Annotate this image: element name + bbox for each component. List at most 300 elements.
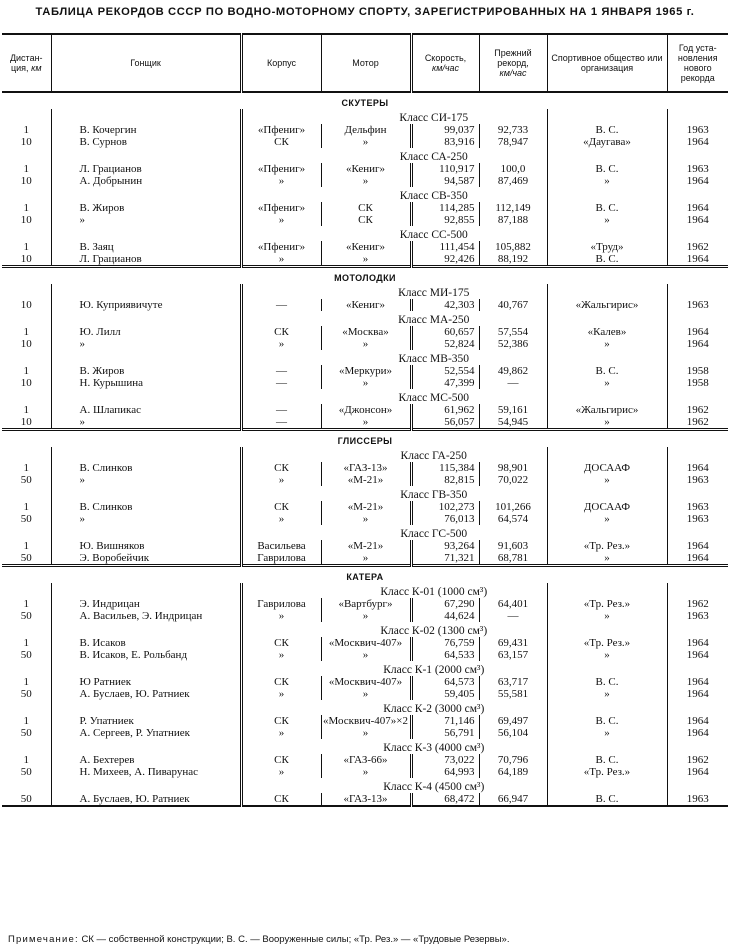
cell-racer: » [51, 214, 241, 226]
record-row [2, 754, 728, 766]
cell-hull: «Пфениг» [241, 124, 321, 136]
record-row [2, 124, 728, 136]
cell-org: В. С. [547, 124, 667, 136]
cell-racer: А. Буслаев, Ю. Ратниек [51, 793, 241, 806]
record-row [2, 610, 728, 622]
cell-racer: А. Бехтерев [51, 754, 241, 766]
cell-speed: 61,962 [411, 404, 479, 416]
cell-racer: » [51, 474, 241, 486]
cell-org: » [547, 214, 667, 226]
cell-org: В. С. [547, 676, 667, 688]
class-title: Класс К-02 (1300 см³) [380, 625, 488, 637]
cell-org: В. С. [547, 365, 667, 377]
cell-hull: » [241, 610, 321, 622]
cell-year: 1964 [667, 136, 728, 148]
cell-prev: 52,386 [479, 338, 547, 350]
cell-dist: 10 [20, 214, 32, 226]
cell-org: В. С. [547, 715, 667, 727]
cell-org: «Труд» [547, 241, 667, 253]
cell-org: «Тр. Рез.» [547, 766, 667, 778]
cell-dist: 1 [23, 404, 29, 416]
header-hull: Корпус [241, 34, 321, 92]
class-header [2, 389, 728, 404]
cell-year: 1964 [667, 326, 728, 338]
class-header [2, 350, 728, 365]
cell-dist: 50 [20, 474, 32, 486]
cell-prev: 63,157 [479, 649, 547, 661]
cell-racer: В. Сурнов [51, 136, 241, 148]
class-title: Класс К-4 (4500 см³) [383, 781, 485, 793]
cell-hull: » [241, 688, 321, 700]
cell-prev: 98,901 [479, 462, 547, 474]
cell-dist: 10 [20, 338, 32, 350]
cell-motor: » [321, 416, 411, 430]
record-row [2, 715, 728, 727]
cell-speed: 110,917 [411, 163, 479, 175]
cell-motor: «М-21» [321, 501, 411, 513]
cell-year: 1963 [667, 124, 728, 136]
cell-motor: » [321, 513, 411, 525]
cell-racer: Ю Ратниек [51, 676, 241, 688]
cell-speed: 47,399 [411, 377, 479, 389]
cell-racer: В. Жиров [51, 202, 241, 214]
class-header [2, 778, 728, 793]
cell-year: 1963 [667, 163, 728, 175]
cell-year: 1962 [667, 241, 728, 253]
cell-racer: А. Сергеев, Р. Упатниек [51, 727, 241, 739]
cell-racer: Р. Упатниек [51, 715, 241, 727]
class-title: Класс СВ-350 [399, 190, 468, 202]
cell-speed: 93,264 [411, 540, 479, 552]
cell-hull: — [241, 404, 321, 416]
class-header [2, 284, 728, 299]
records-table [2, 33, 728, 807]
cell-prev: 69,431 [479, 637, 547, 649]
cell-hull: СК [241, 326, 321, 338]
record-row [2, 163, 728, 175]
cell-motor: » [321, 727, 411, 739]
cell-dist: 1 [23, 715, 29, 727]
cell-dist: 1 [23, 202, 29, 214]
cell-org: » [547, 610, 667, 622]
cell-speed: 64,533 [411, 649, 479, 661]
cell-motor: » [321, 253, 411, 267]
cell-prev: 112,149 [479, 202, 547, 214]
cell-org: ДОСААФ [547, 501, 667, 513]
cell-prev: 69,497 [479, 715, 547, 727]
cell-racer: » [51, 416, 241, 430]
header-year: Год уста-новления нового рекорда [667, 34, 728, 92]
cell-prev: — [479, 377, 547, 389]
header-row [2, 34, 728, 92]
class-title: Класс К-1 (2000 см³) [383, 664, 485, 676]
class-header [2, 311, 728, 326]
cell-dist: 50 [20, 766, 32, 778]
cell-org: «Тр. Рез.» [547, 637, 667, 649]
class-title: Класс СИ-175 [399, 112, 469, 124]
record-row [2, 241, 728, 253]
cell-hull: «Пфениг» [241, 163, 321, 175]
cell-prev: 88,192 [479, 253, 547, 267]
cell-hull: » [241, 649, 321, 661]
cell-motor: СК [321, 202, 411, 214]
cell-org: «Даугава» [547, 136, 667, 148]
cell-prev: 101,266 [479, 501, 547, 513]
section-title: ГЛИССЕРЫ [337, 436, 393, 446]
cell-hull: СК [241, 793, 321, 806]
cell-prev: 70,022 [479, 474, 547, 486]
cell-org: » [547, 552, 667, 566]
cell-hull: » [241, 766, 321, 778]
cell-prev: 49,862 [479, 365, 547, 377]
record-row [2, 299, 728, 311]
class-title: Класс ГА-250 [400, 450, 467, 462]
cell-dist: 1 [23, 124, 29, 136]
cell-racer: » [51, 513, 241, 525]
class-header [2, 583, 728, 598]
cell-speed: 114,285 [411, 202, 479, 214]
cell-year: 1964 [667, 202, 728, 214]
record-row [2, 598, 728, 610]
cell-org: » [547, 474, 667, 486]
cell-motor: » [321, 610, 411, 622]
cell-speed: 52,554 [411, 365, 479, 377]
cell-racer: А. Васильев, Э. Индрицан [51, 610, 241, 622]
section-title: МОТОЛОДКИ [334, 273, 396, 283]
cell-org: » [547, 727, 667, 739]
cell-dist: 1 [23, 598, 29, 610]
cell-dist: 10 [20, 136, 32, 148]
cell-dist: 1 [23, 754, 29, 766]
class-header [2, 226, 728, 241]
cell-org: » [547, 377, 667, 389]
cell-hull: СК [241, 462, 321, 474]
table-body [2, 92, 728, 806]
cell-speed: 42,303 [411, 299, 479, 311]
class-title: Класс К-01 (1000 см³) [380, 586, 488, 598]
cell-hull: СК [241, 501, 321, 513]
cell-org: » [547, 338, 667, 350]
cell-hull: СК [241, 136, 321, 148]
cell-motor: » [321, 552, 411, 566]
cell-speed: 92,855 [411, 214, 479, 226]
class-header [2, 447, 728, 462]
cell-motor: «ГАЗ-66» [321, 754, 411, 766]
cell-hull: СК [241, 637, 321, 649]
header-motor: Мотор [321, 34, 411, 92]
class-title: Класс К-3 (4000 см³) [383, 742, 485, 754]
cell-racer: В. Кочергин [51, 124, 241, 136]
cell-dist: 50 [20, 513, 32, 525]
cell-year: 1963 [667, 610, 728, 622]
cell-year: 1964 [667, 649, 728, 661]
cell-speed: 94,587 [411, 175, 479, 187]
cell-racer: Ю. Лилл [51, 326, 241, 338]
record-row [2, 540, 728, 552]
cell-racer: А. Шлапикас [51, 404, 241, 416]
cell-dist: 10 [20, 299, 32, 311]
cell-motor: СК [321, 214, 411, 226]
cell-prev: 92,733 [479, 124, 547, 136]
cell-racer: Ю. Вишняков [51, 540, 241, 552]
cell-prev: 100,0 [479, 163, 547, 175]
cell-speed: 73,022 [411, 754, 479, 766]
cell-prev: 87,188 [479, 214, 547, 226]
cell-racer: Н. Курышина [51, 377, 241, 389]
cell-motor: «Кениг» [321, 299, 411, 311]
header-distance: Дистан-ция, км [2, 34, 51, 92]
cell-org: » [547, 175, 667, 187]
cell-speed: 76,759 [411, 637, 479, 649]
cell-speed: 92,426 [411, 253, 479, 267]
cell-dist: 50 [2, 793, 51, 806]
record-row [2, 202, 728, 214]
cell-racer: В. Исаков [51, 637, 241, 649]
cell-year: 1963 [667, 474, 728, 486]
cell-prev: 64,189 [479, 766, 547, 778]
cell-hull: » [241, 214, 321, 226]
record-row [2, 365, 728, 377]
cell-org: » [547, 649, 667, 661]
cell-year: 1963 [667, 299, 728, 311]
cell-dist: 1 [23, 676, 29, 688]
cell-speed: 56,791 [411, 727, 479, 739]
cell-dist: 1 [23, 326, 29, 338]
cell-speed: 76,013 [411, 513, 479, 525]
cell-dist: 1 [23, 365, 29, 377]
cell-racer: В. Слинков [51, 462, 241, 474]
record-row [2, 793, 728, 806]
cell-prev: 59,161 [479, 404, 547, 416]
cell-hull: — [241, 416, 321, 430]
cell-speed: 68,472 [411, 793, 479, 806]
cell-prev: 78,947 [479, 136, 547, 148]
cell-speed: 71,321 [411, 552, 479, 566]
cell-motor: «Вартбург» [321, 598, 411, 610]
record-row [2, 136, 728, 148]
cell-org: » [547, 513, 667, 525]
cell-year: 1964 [667, 637, 728, 649]
footnote-label: Примечание: [8, 934, 79, 945]
cell-org: В. С. [547, 793, 667, 806]
record-row [2, 727, 728, 739]
record-row [2, 214, 728, 226]
class-header [2, 486, 728, 501]
cell-prev: 56,104 [479, 727, 547, 739]
cell-year: 1958 [667, 377, 728, 389]
cell-motor: » [321, 649, 411, 661]
cell-racer: В. Заяц [51, 241, 241, 253]
cell-org: В. С. [547, 202, 667, 214]
cell-motor: » [321, 688, 411, 700]
record-row [2, 474, 728, 486]
cell-racer: А. Добрынин [51, 175, 241, 187]
cell-speed: 64,993 [411, 766, 479, 778]
cell-speed: 71,146 [411, 715, 479, 727]
cell-motor: «Кениг» [321, 163, 411, 175]
cell-hull: СК [241, 676, 321, 688]
cell-org: ДОСААФ [547, 462, 667, 474]
class-title: Класс К-2 (3000 см³) [383, 703, 485, 715]
class-header [2, 739, 728, 754]
cell-dist: 1 [23, 540, 29, 552]
cell-motor: » [321, 136, 411, 148]
cell-prev: — [479, 610, 547, 622]
cell-org: «Калев» [547, 326, 667, 338]
cell-speed: 56,057 [411, 416, 479, 430]
cell-dist: 50 [20, 552, 32, 564]
cell-racer: Л. Грацианов [51, 253, 241, 267]
cell-speed: 102,273 [411, 501, 479, 513]
class-title: Класс МС-500 [398, 392, 470, 404]
cell-year: 1962 [667, 404, 728, 416]
class-header [2, 109, 728, 124]
cell-year: 1964 [667, 540, 728, 552]
cell-prev: 70,796 [479, 754, 547, 766]
cell-dist: 10 [20, 175, 32, 187]
section-title: СКУТЕРЫ [341, 98, 389, 108]
cell-org: В. С. [547, 754, 667, 766]
cell-prev: 57,554 [479, 326, 547, 338]
cell-motor: «Москвич-407» [321, 676, 411, 688]
cell-racer: Э. Индрицан [51, 598, 241, 610]
cell-dist: 50 [20, 649, 32, 661]
record-row [2, 688, 728, 700]
cell-motor: «Москвич-407» [321, 637, 411, 649]
cell-motor: «Меркури» [321, 365, 411, 377]
cell-speed: 111,454 [411, 241, 479, 253]
cell-dist: 1 [23, 501, 29, 513]
cell-motor: » [321, 338, 411, 350]
class-title: Класс МА-250 [398, 314, 470, 326]
header-speed: Скорость, км/час [411, 34, 479, 92]
cell-hull: СК [241, 754, 321, 766]
class-title: Класс МВ-350 [398, 353, 470, 365]
cell-racer: Э. Воробейчик [51, 552, 241, 566]
header-prev: Прежний рекорд, км/час [479, 34, 547, 92]
cell-prev: 66,947 [479, 793, 547, 806]
table-title: ТАБЛИЦА РЕКОРДОВ СССР ПО ВОДНО-МОТОРНОМУ СПОРТУ, ЗАРЕГИСТРИРОВАННЫХ НА 1 ЯНВАРЯ 1965 г. [35, 6, 695, 18]
cell-motor: «Кениг» [321, 241, 411, 253]
class-title: Класс СА-250 [399, 151, 468, 163]
cell-prev: 40,767 [479, 299, 547, 311]
cell-speed: 115,384 [411, 462, 479, 474]
cell-speed: 64,573 [411, 676, 479, 688]
cell-dist: 1 [23, 241, 29, 253]
class-header [2, 187, 728, 202]
cell-motor: «Москвич-407»×2 [321, 715, 411, 727]
cell-dist: 1 [23, 462, 29, 474]
cell-year: 1962 [667, 416, 728, 430]
cell-hull: » [241, 253, 321, 267]
cell-prev: 68,781 [479, 552, 547, 566]
cell-year: 1964 [667, 552, 728, 566]
record-row [2, 416, 728, 430]
cell-year: 1964 [667, 676, 728, 688]
cell-racer: А. Буслаев, Ю. Ратниек [51, 688, 241, 700]
cell-hull: » [241, 727, 321, 739]
cell-hull: » [241, 175, 321, 187]
class-header [2, 525, 728, 540]
record-row [2, 326, 728, 338]
section-header [2, 431, 728, 447]
record-row [2, 175, 728, 187]
cell-org: В. С. [547, 163, 667, 175]
cell-dist: 10 [20, 416, 32, 428]
cell-hull: » [241, 338, 321, 350]
record-row [2, 253, 728, 267]
section-header [2, 567, 728, 583]
section-header [2, 268, 728, 284]
cell-motor: » [321, 766, 411, 778]
cell-org: «Тр. Рез.» [547, 540, 667, 552]
class-title: Класс ГВ-350 [400, 489, 468, 501]
footnote-text: СК — собственной конструкции; В. С. — Вооруженные силы; «Тр. Рез.» — «Трудовые Резервы». [81, 934, 510, 945]
cell-motor: «ГАЗ-13» [321, 793, 411, 806]
record-row [2, 637, 728, 649]
cell-prev: 64,574 [479, 513, 547, 525]
record-row [2, 766, 728, 778]
header-racer: Гонщик [51, 34, 241, 92]
cell-year: 1964 [667, 715, 728, 727]
cell-hull: » [241, 513, 321, 525]
class-title: Класс МИ-175 [398, 287, 470, 299]
cell-year: 1964 [667, 462, 728, 474]
class-header [2, 700, 728, 715]
class-header [2, 661, 728, 676]
cell-racer: В. Жиров [51, 365, 241, 377]
cell-org: » [547, 416, 667, 430]
cell-dist: 1 [23, 637, 29, 649]
section-title: КАТЕРА [346, 572, 384, 582]
cell-year: 1962 [667, 598, 728, 610]
cell-racer: Ю. Куприявичуте [51, 299, 241, 311]
cell-racer: В. Исаков, Е. Рольбанд [51, 649, 241, 661]
cell-prev: 54,945 [479, 416, 547, 430]
cell-org: «Жальгирис» [547, 299, 667, 311]
record-row [2, 377, 728, 389]
cell-year: 1964 [667, 688, 728, 700]
cell-dist: 50 [20, 727, 32, 739]
record-row [2, 462, 728, 474]
cell-year: 1964 [667, 338, 728, 350]
cell-year: 1964 [667, 175, 728, 187]
cell-motor: «Москва» [321, 326, 411, 338]
cell-motor: » [321, 175, 411, 187]
cell-prev: 63,717 [479, 676, 547, 688]
cell-hull: — [241, 365, 321, 377]
header-org: Спортивное общество или организация [547, 34, 667, 92]
cell-speed: 44,624 [411, 610, 479, 622]
cell-speed: 59,405 [411, 688, 479, 700]
cell-speed: 99,037 [411, 124, 479, 136]
cell-speed: 60,657 [411, 326, 479, 338]
cell-racer: В. Слинков [51, 501, 241, 513]
cell-dist: 10 [20, 377, 32, 389]
cell-dist: 50 [20, 688, 32, 700]
class-header [2, 622, 728, 637]
record-row [2, 338, 728, 350]
class-title: Класс ГС-500 [400, 528, 468, 540]
cell-year: 1963 [667, 513, 728, 525]
cell-speed: 52,824 [411, 338, 479, 350]
footnote [8, 934, 509, 945]
cell-motor: » [321, 377, 411, 389]
cell-hull: — [241, 299, 321, 311]
cell-motor: «Джонсон» [321, 404, 411, 416]
cell-dist: 10 [20, 253, 32, 265]
class-title: Класс СС-500 [399, 229, 468, 241]
